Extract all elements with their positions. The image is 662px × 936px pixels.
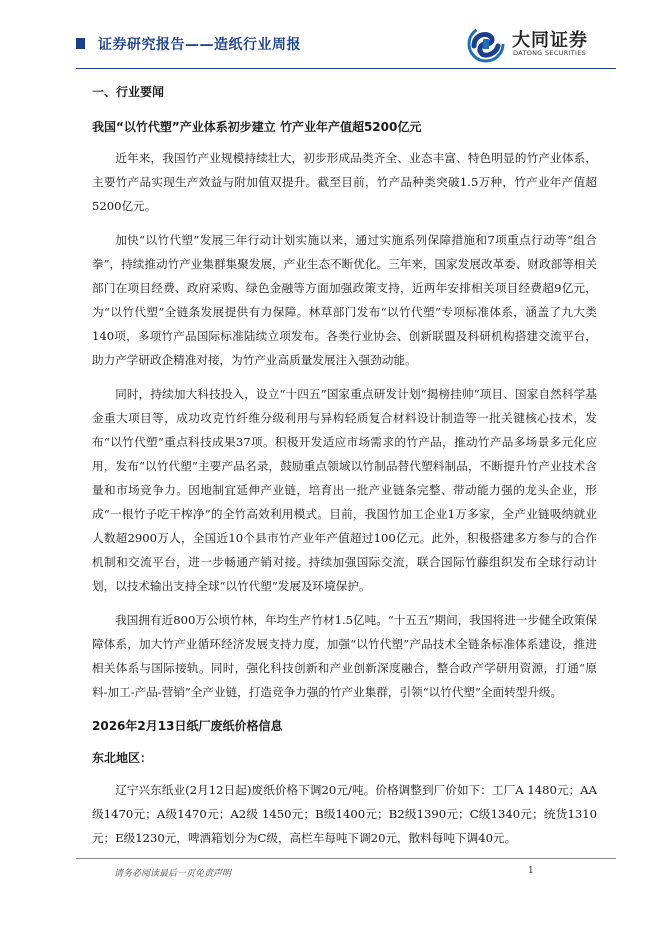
region-title: 东北地区： — [92, 751, 153, 765]
article-title: 我国“以竹代塑”产业体系初步建立 竹产业年产值超5200亿元 — [92, 120, 422, 134]
company-logo — [466, 22, 616, 66]
article-paragraph: 我国拥有近800万公顷竹林，年均生产竹材1.5亿吨。“十五五”期间，我国将进一步健全政策保障体系，加大竹产业循环经济发展支持力度，加强“以竹代塑”产品技术全链条标准体系建设，推进相关体系与国际接轨。同时，强化科技创新和产业创新深度融合，整合政产学研用资源，打通“原料-加工-产品-营销”全产业链，打造竞争力强的竹产业集群，引领“以竹代塑”全面转型升级。 — [92, 613, 597, 699]
article-paragraph: 同时，持续加大科技投入，设立“十四五”国家重点研发计划“揭榜挂帅”项目、国家自然科学基金重大项目等，成功攻克竹纤维分级利用与异构轻质复合材料设计制造等一批关键核心技术，发布“以竹代塑”重点科技成果37项。积极开发适应市场需求的竹产品，推动竹产品多场景多元化应用，发布“以竹代塑”主要产品名录，鼓励重点领域以竹制品替代塑料制品，不断提升竹产业技术含量和市场竞争力。因地制宜延伸产业链，培育出一批产业链条完整、带动能力强的龙头企业，形成“一根竹子吃干榨净”的全竹高效利用模式。目前，我国竹加工企业1万多家，全产业链吸纳就业人数超2900万人，全国近10个县市竹产业年产值超过100亿元。此外，积极搭建多方参与的合作机制和交流平台，进一步畅通产销对接。持续加强国际交流，联合国际竹藤组织发布全球行动计划，以技术输出支持全球“以竹代塑”发展及环境保护。 — [92, 387, 597, 593]
footer-disclaimer: 请务必阅读最后一页免责声明 — [114, 869, 232, 879]
price-info-title: 2026年2月13日纸厂废纸价格信息 — [92, 719, 283, 733]
logo-chinese-name: 大同证券 — [512, 30, 588, 51]
article-paragraph: 近年来，我国竹产业规模持续壮大，初步形成品类齐全、业态丰富、特色明显的竹产业体系，主要竹产品实现生产效益与附加值双提升。截至目前，竹产品种类突破1.5万种，竹产业年产值超5200亿元。 — [92, 151, 597, 213]
section-title: 一、行业要闻 — [92, 85, 165, 99]
report-title: 证券研究报告——造纸行业周报 — [98, 37, 301, 53]
footer-divider — [76, 858, 616, 859]
article-paragraph: 加快“以竹代塑”发展三年行动计划实施以来，通过实施系列保障措施和7项重点行动等“组合拳”，持续推动竹产业集群集聚发展，产业生态不断优化。三年来，国家发展改革委、财政部等相关部门在项目经费、政府采购、绿色金融等方面加强政策支持，近两年安排相关项目经费超9亿元，为“以竹代塑”全链条发展提供有力保障。林草部门发布“以竹代塑”专项标准体系，涵盖了九大类140项，多项竹产品国际标准陆续立项发布。各类行业协会、创新联盟及科研机构搭建交流平台，助力产学研政企精准对接，为竹产业高质量发展注入强劲动能。 — [92, 233, 597, 367]
header-square-icon — [76, 38, 85, 49]
datong-logo-icon — [466, 24, 506, 64]
price-paragraph: 辽宁兴东纸业(2月12日起)废纸价格下调20元/吨。价格调整到厂价如下：工厂A 1480元；AA级1470元；A级1470元；A2级 1450元；B级1400元；B2级1390元；C级1340元；统货1310元；E级1230元，啤酒箱划分为C级，高栏车每吨下调20元，散料每吨下调40元。 — [92, 783, 597, 845]
page-number: 1 — [528, 866, 534, 876]
page-header — [76, 22, 616, 66]
logo-english-name: DATONG SECURITIES — [513, 49, 587, 57]
header-divider — [76, 68, 616, 69]
report-body — [92, 80, 597, 850]
